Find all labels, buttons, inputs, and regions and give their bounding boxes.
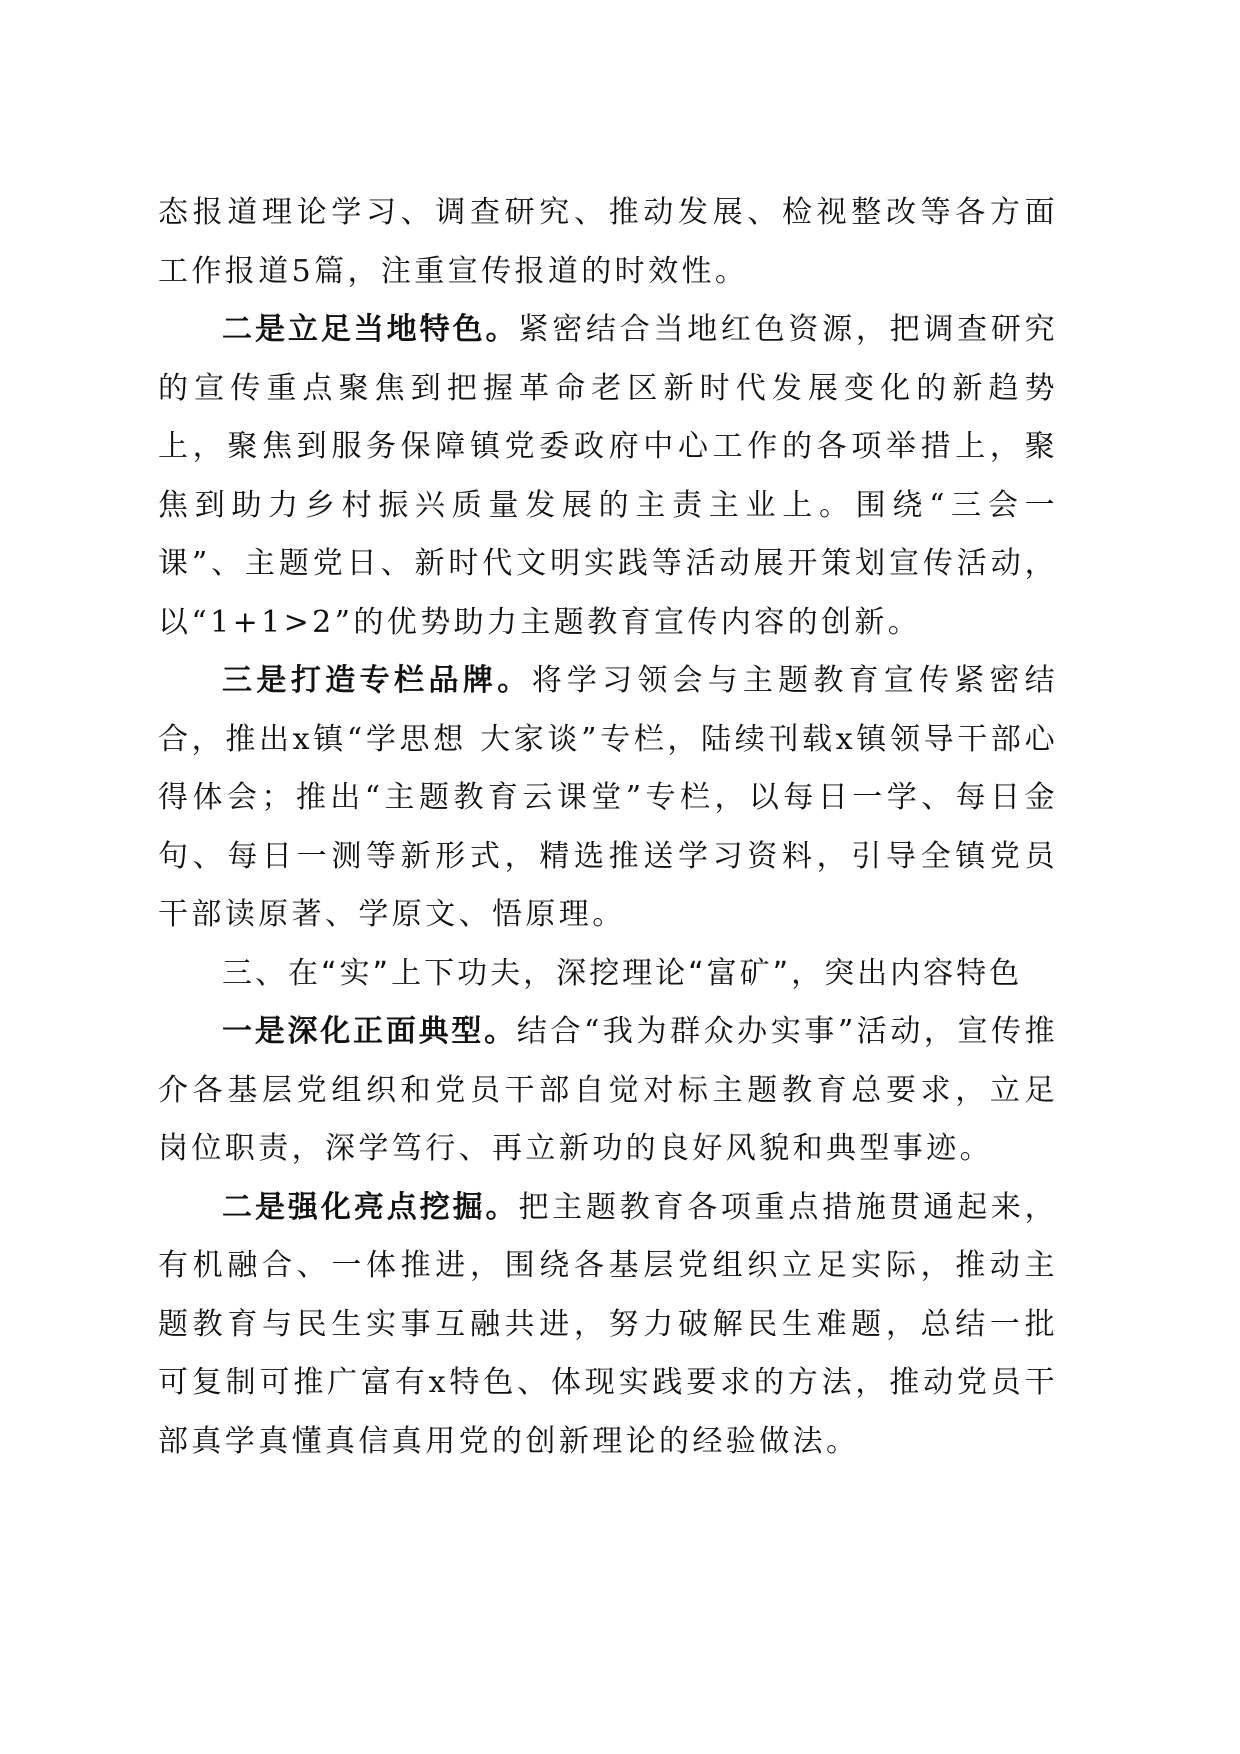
paragraph-column-brand [158, 652, 1058, 945]
paragraph-text: 结合“我为群众办实事”活动，宣传推介各基层党组织和党员干部自觉对标主题教育总要求，立足岗位职责，深学笃行、再立新功的良好风貌和典型事迹。 [158, 1014, 1058, 1166]
paragraph-highlights [158, 1179, 1058, 1472]
paragraph-text: 将学习领会与主题教育宣传紧密结合，推出x镇“学思想 大家谈”专栏，陆续刊载x镇领导干部心得体会；推出“主题教育云课堂”专栏，以每日一学、每日金句、每日一测等新形式，精选推送学习资料，引导全镇党员干部读原著、学原文、悟原理。 [158, 663, 1059, 932]
paragraph-text: 紧密结合当地红色资源，把调查研究的宣传重点聚焦到把握革命老区新时代发展变化的新趋势上，聚焦到服务保障镇党委政府中心工作的各项举措上，聚焦到助力乡村振兴质量发展的主责主业上。围绕“三会一课”、主题党日、新时代文明实践等活动展开策划宣传活动，以“1+1>2”的优势助力主题教育宣传内容的创新。 [158, 312, 1059, 640]
paragraph-lead: 一是深化正面典型。 [222, 1014, 517, 1049]
paragraph-lead: 三是打造专栏品牌。 [222, 663, 532, 698]
section-heading: 三、在“实”上下功夫，深挖理论“富矿”，突出内容特色 [222, 955, 1023, 991]
paragraph-local-features [158, 301, 1058, 652]
paragraph-lead: 二是立足当地特色。 [222, 312, 519, 347]
paragraph-lead: 二是强化亮点挖掘。 [222, 1189, 519, 1225]
paragraph-continuation: 态报道理论学习、调查研究、推动发展、检视整改等各方面工作报道5篇，注重宣传报道的时效性。 [158, 195, 1058, 289]
paragraph-positive-models [158, 1003, 1058, 1179]
paragraph-text: 把主题教育各项重点措施贯通起来，有机融合、一体推进，围绕各基层党组织立足实际，推动主题教育与民生实事互融共进，努力破解民生难题，总结一批可复制可推广富有x特色、体现实践要求的方法，推动党员干部真学真懂真信真用党的创新理论的经验做法。 [158, 1189, 1059, 1459]
document-body [158, 184, 1058, 1471]
